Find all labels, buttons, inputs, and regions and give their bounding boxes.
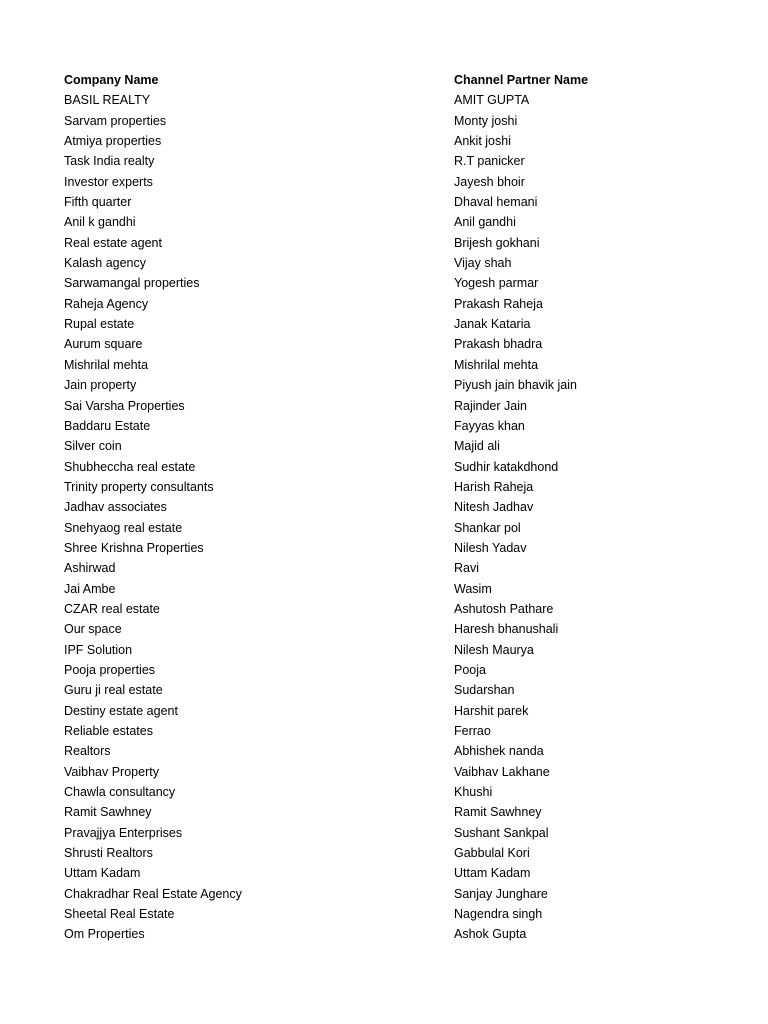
company-name-cell: Realtors	[64, 744, 111, 759]
table-row	[64, 233, 704, 253]
table-row	[64, 863, 704, 883]
table-row	[64, 334, 704, 354]
channel-partner-name-cell: Nagendra singh	[454, 907, 543, 922]
table-header-row	[64, 70, 704, 90]
channel-partner-name-cell: Prakash bhadra	[454, 337, 543, 352]
company-name-cell: Reliable estates	[64, 724, 153, 738]
channel-partner-name-cell: Ravi	[454, 561, 480, 576]
table-row	[64, 823, 704, 843]
channel-partner-name-cell: Harshit parek	[454, 703, 529, 718]
company-name-cell: Destiny estate agent	[64, 703, 178, 718]
channel-partner-name-cell: Ashutosh Pathare	[454, 601, 554, 616]
company-name-cell: Raheja Agency	[64, 296, 149, 311]
table-row	[64, 640, 704, 660]
table-row	[64, 701, 704, 721]
channel-partner-name-cell: Vaibhav Lakhane	[454, 764, 550, 779]
company-name-cell: Guru ji real estate	[64, 683, 163, 698]
company-name-cell: Task India realty	[64, 154, 155, 169]
table-row	[64, 212, 704, 232]
company-name-cell: Anil k gandhi	[64, 215, 136, 230]
table-row	[64, 90, 704, 110]
table-row	[64, 904, 704, 924]
channel-partner-name-cell: Nilesh Maurya	[454, 642, 534, 657]
table-row	[64, 294, 704, 314]
channel-partner-name-cell: Wasim	[454, 581, 492, 596]
channel-partner-name-cell: AMIT GUPTA	[454, 93, 530, 108]
table-row	[64, 192, 704, 212]
company-name-cell: Aurum square	[64, 337, 143, 352]
table-row	[64, 599, 704, 619]
company-name-cell: Pravajjya Enterprises	[64, 825, 183, 840]
table-row	[64, 131, 704, 151]
company-name-header: Company Name	[64, 73, 159, 87]
table-row	[64, 375, 704, 395]
company-name-cell: Mishrilal mehta	[64, 357, 149, 372]
channel-partner-name-cell: Harish Raheja	[454, 479, 534, 494]
company-name-cell: Chakradhar Real Estate Agency	[64, 886, 242, 901]
company-name-cell: Jain property	[64, 378, 137, 393]
table-row	[64, 924, 704, 944]
company-name-cell: Fifth quarter	[64, 195, 132, 210]
channel-partner-name-cell: Haresh bhanushali	[454, 622, 559, 637]
table-row	[64, 111, 704, 131]
channel-partner-name-cell: Nitesh Jadhav	[454, 500, 534, 515]
company-name-cell: BASIL REALTY	[64, 93, 151, 108]
company-name-cell: Sheetal Real Estate	[64, 907, 175, 922]
table-row	[64, 477, 704, 497]
company-name-cell: Sarvam properties	[64, 113, 167, 128]
table-row	[64, 151, 704, 171]
company-name-cell: Ramit Sawhney	[64, 805, 152, 820]
channel-partner-table	[64, 70, 704, 945]
company-name-cell: Snehyaog real estate	[64, 520, 183, 535]
company-name-cell: Rupal estate	[64, 317, 135, 332]
channel-partner-name-cell: Sushant Sankpal	[454, 825, 549, 840]
company-name-cell: Jai Ambe	[64, 581, 116, 596]
channel-partner-name-cell: Prakash Raheja	[454, 296, 543, 311]
channel-partner-name-cell: Jayesh bhoir	[454, 174, 525, 189]
company-name-cell: Sai Varsha Properties	[64, 398, 185, 413]
channel-partner-name-cell: Dhaval hemani	[454, 195, 538, 210]
company-name-cell: Atmiya properties	[64, 134, 162, 149]
table-row	[64, 497, 704, 517]
company-name-cell: Vaibhav Property	[64, 764, 159, 779]
table-row	[64, 884, 704, 904]
company-name-cell: Investor experts	[64, 174, 153, 189]
table-row	[64, 355, 704, 375]
table-row	[64, 782, 704, 802]
channel-partner-name-cell: Ferrao	[454, 724, 491, 738]
table-row	[64, 762, 704, 782]
table-body	[64, 90, 704, 944]
company-name-cell: Shree Krishna Properties	[64, 540, 204, 555]
channel-partner-name-cell: Sanjay Junghare	[454, 886, 548, 901]
channel-partner-name-cell: Brijesh gokhani	[454, 235, 540, 250]
table-row	[64, 457, 704, 477]
channel-partner-name-cell: Pooja	[454, 662, 486, 677]
table-row	[64, 436, 704, 456]
table-row	[64, 314, 704, 334]
table-row	[64, 253, 704, 273]
table-row	[64, 741, 704, 761]
channel-partner-name-cell: Sudarshan	[454, 683, 515, 698]
company-name-cell: Real estate agent	[64, 235, 162, 250]
channel-partner-name-cell: Mishrilal mehta	[454, 357, 539, 372]
company-name-cell: Jadhav associates	[64, 500, 167, 515]
channel-partner-name-cell: Janak Kataria	[454, 317, 531, 332]
channel-partner-name-cell: Anil gandhi	[454, 215, 516, 230]
table-row	[64, 518, 704, 538]
channel-partner-name-cell: Gabbulal Kori	[454, 846, 530, 861]
channel-partner-name-cell: Khushi	[454, 785, 493, 800]
channel-partner-name-cell: Vijay shah	[454, 256, 512, 271]
table-row	[64, 843, 704, 863]
table-row	[64, 619, 704, 639]
channel-partner-name-cell: Ramit Sawhney	[454, 805, 542, 820]
company-name-cell: Pooja properties	[64, 662, 156, 677]
table-row	[64, 538, 704, 558]
channel-partner-name-cell: Ankit joshi	[454, 134, 511, 149]
company-name-cell: Shubheccha real estate	[64, 459, 196, 474]
table-row	[64, 660, 704, 680]
table-row	[64, 172, 704, 192]
channel-partner-name-cell: Abhishek nanda	[454, 744, 544, 759]
channel-partner-name-cell: Majid ali	[454, 439, 500, 454]
table-row	[64, 721, 704, 741]
table-row	[64, 680, 704, 700]
channel-partner-name-header: Channel Partner Name	[454, 73, 589, 87]
channel-partner-name-cell: Monty joshi	[454, 113, 518, 128]
channel-partner-name-cell: Nilesh Yadav	[454, 540, 527, 555]
company-name-cell: Silver coin	[64, 439, 122, 454]
company-name-cell: Uttam Kadam	[64, 866, 141, 881]
channel-partner-name-cell: Shankar pol	[454, 520, 521, 535]
channel-partner-name-cell: Yogesh parmar	[454, 276, 539, 291]
table-row	[64, 273, 704, 293]
channel-partner-name-cell: Sudhir katakdhond	[454, 459, 559, 474]
company-name-cell: CZAR real estate	[64, 601, 160, 616]
company-name-cell: Sarwamangal properties	[64, 276, 200, 291]
channel-partner-name-cell: Uttam Kadam	[454, 866, 531, 881]
table-row	[64, 396, 704, 416]
company-name-cell: Trinity property consultants	[64, 479, 214, 494]
table-row	[64, 416, 704, 436]
company-name-cell: IPF Solution	[64, 642, 133, 657]
channel-partner-name-cell: Rajinder Jain	[454, 398, 527, 413]
channel-partner-name-cell: Fayyas khan	[454, 418, 525, 433]
table-row	[64, 802, 704, 822]
company-name-cell: Kalash agency	[64, 256, 147, 271]
channel-partner-name-cell: Ashok Gupta	[454, 927, 527, 942]
channel-partner-name-cell: Piyush jain bhavik jain	[454, 378, 577, 393]
company-name-cell: Om Properties	[64, 927, 145, 942]
company-name-cell: Chawla consultancy	[64, 785, 176, 800]
company-name-cell: Baddaru Estate	[64, 418, 151, 433]
company-name-cell: Our space	[64, 622, 122, 637]
company-name-cell: Shrusti Realtors	[64, 846, 153, 861]
company-name-cell: Ashirwad	[64, 561, 116, 576]
table-row	[64, 558, 704, 578]
channel-partner-name-cell: R.T panicker	[454, 154, 525, 169]
table-row	[64, 579, 704, 599]
